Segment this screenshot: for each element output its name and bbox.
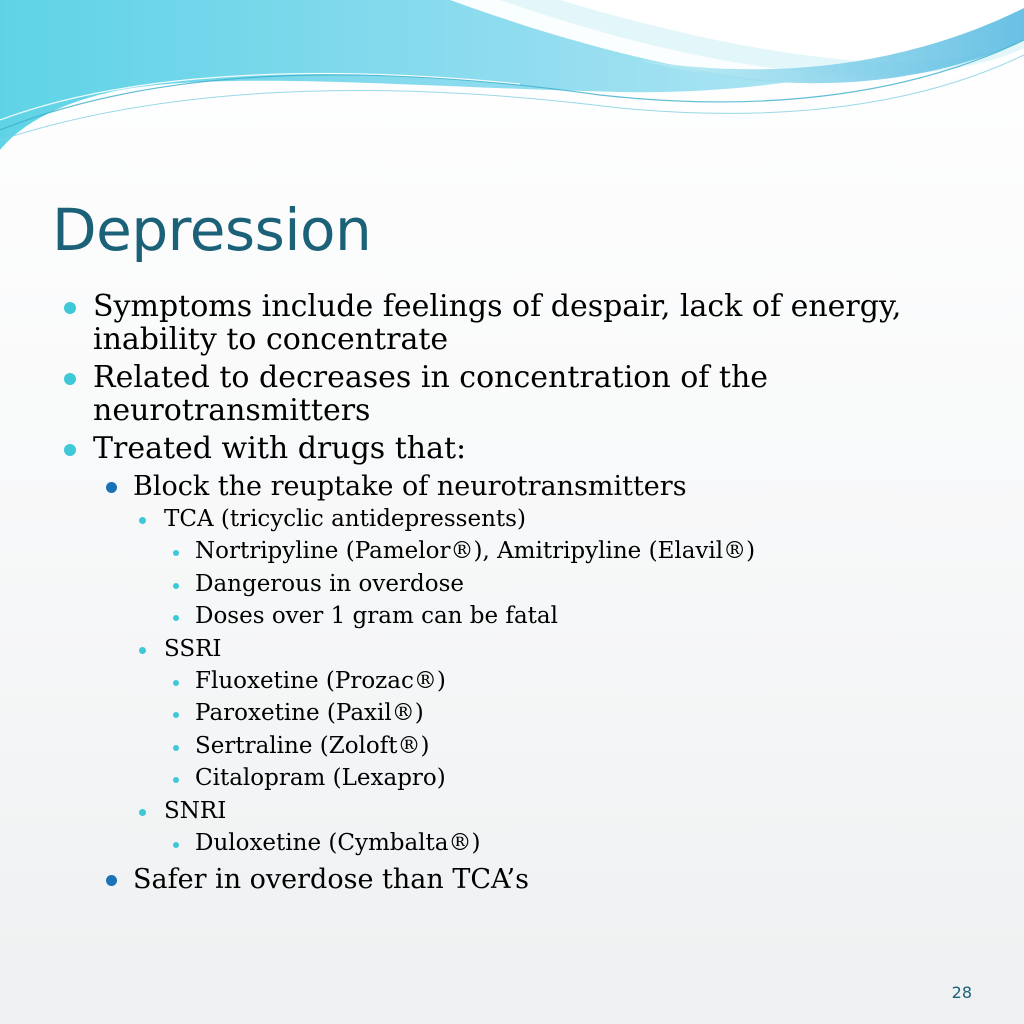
list-item-text: TCA (tricyclic antidepressents) bbox=[164, 506, 526, 532]
bullet-dot-icon bbox=[173, 777, 179, 783]
list-item-text: Block the reuptake of neurotransmitters bbox=[133, 471, 687, 502]
slide-title: Depression bbox=[52, 196, 372, 264]
bullet-dot-icon bbox=[139, 809, 146, 816]
bullet-dot-icon bbox=[173, 615, 179, 621]
bullet-list bbox=[0, 290, 1000, 897]
bullet-dot-icon bbox=[139, 517, 146, 524]
list-item bbox=[0, 361, 1000, 427]
list-item bbox=[0, 504, 1000, 535]
bullet-dot-icon bbox=[173, 712, 179, 718]
list-item bbox=[0, 731, 1000, 762]
list-item-text: Related to decreases in concentration of the neurotransmitters bbox=[93, 360, 769, 428]
list-item-text: Duloxetine (Cymbalta®) bbox=[195, 829, 481, 856]
list-item-text: SSRI bbox=[164, 635, 222, 662]
list-item bbox=[0, 698, 1000, 729]
bullet-dot-icon bbox=[64, 373, 76, 385]
list-item bbox=[0, 863, 1000, 896]
list-item-text: Fluoxetine (Prozac®) bbox=[195, 667, 446, 694]
bullet-dot-icon bbox=[173, 583, 179, 589]
list-item-text: Doses over 1 gram can be fatal bbox=[195, 603, 558, 629]
list-item bbox=[0, 666, 1000, 697]
page-number: 28 bbox=[951, 983, 972, 1002]
list-item-text: SNRI bbox=[164, 797, 227, 824]
list-item-text: Sertraline (Zoloft®) bbox=[195, 732, 430, 759]
bullet-dot-icon bbox=[173, 550, 179, 556]
list-item bbox=[0, 290, 1000, 356]
list-item-text: Paroxetine (Paxil®) bbox=[195, 700, 424, 726]
bullet-dot-icon bbox=[173, 680, 179, 686]
wave-banner bbox=[0, 0, 1024, 170]
bullet-dot-icon bbox=[64, 302, 76, 314]
list-item bbox=[0, 432, 1000, 465]
list-item bbox=[0, 828, 1000, 859]
list-item bbox=[0, 796, 1000, 827]
list-item-text: Dangerous in overdose bbox=[195, 570, 464, 597]
list-item-text: Citalopram (Lexapro) bbox=[195, 765, 446, 791]
list-item bbox=[0, 634, 1000, 665]
bullet-dot-icon bbox=[173, 842, 179, 848]
list-item-text: Nortripyline (Pamelor®), Amitripyline (Elavil®) bbox=[195, 538, 756, 564]
list-item bbox=[0, 569, 1000, 600]
list-item bbox=[0, 536, 1000, 567]
bullet-dot-icon bbox=[173, 745, 179, 751]
list-item bbox=[0, 470, 1000, 503]
list-item-text: Safer in overdose than TCA’s bbox=[133, 863, 529, 895]
list-item-text: Treated with drugs that: bbox=[93, 431, 467, 466]
list-item-text: Symptoms include feelings of despair, lack of energy, inability to concentrate bbox=[93, 289, 902, 357]
bullet-dot-icon bbox=[139, 647, 146, 654]
bullet-dot-icon bbox=[64, 444, 76, 456]
bullet-dot-icon bbox=[106, 482, 117, 493]
list-item bbox=[0, 763, 1000, 794]
list-item bbox=[0, 601, 1000, 632]
bullet-dot-icon bbox=[106, 875, 117, 886]
